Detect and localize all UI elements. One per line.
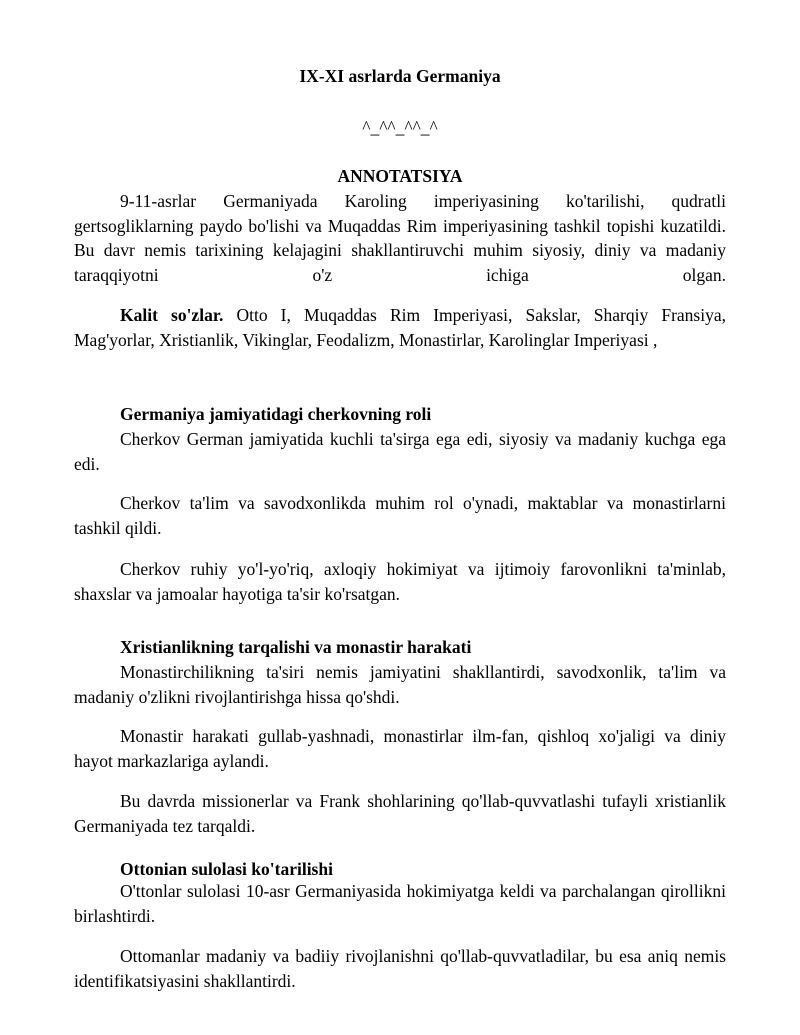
section-paragraph xyxy=(74,789,726,838)
paragraph-text: Cherkov ruhiy yo'l-yo'riq, axloqiy hokimiyat va ijtimoiy farovonlikni ta'minlab, shaxslar va jamoalar hayotiga ta'sir ko'rsatgan. xyxy=(74,559,726,604)
section-heading-christianity-monastic: Xristianlikning tarqalishi va monastir harakati xyxy=(120,637,472,657)
ornament-divider: ^_^^_^^_^ xyxy=(362,117,438,137)
paragraph-text: Monastirchilikning ta'siri nemis jamiyatini shakllantirdi, savodxonlik, ta'lim va madaniy o'zlikni rivojlantirishga hissa qo'shdi. xyxy=(74,662,726,707)
annotation-heading: ANNOTATSIYA xyxy=(337,166,463,186)
section-heading-ottonian-dynasty: Ottonian sulolasi ko'tarilishi xyxy=(120,859,333,879)
paragraph-text: Monastir harakati gullab-yashnadi, monastirlar ilm-fan, qishloq xo'jaligi va diniy hayot markazlariga aylandi. xyxy=(74,726,726,771)
paragraph-text: Cherkov German jamiyatida kuchli ta'sirga ega edi, siyosiy va madaniy kuchga ega edi. xyxy=(74,429,726,474)
keywords-label: Kalit so'zlar. xyxy=(120,305,224,325)
section-paragraph xyxy=(74,944,726,993)
section-paragraph xyxy=(74,557,726,606)
section-paragraph xyxy=(74,660,726,709)
paragraph-text: O'ttonlar sulolasi 10-asr Germaniyasida hokimiyatga keldi va parchalangan qirollikni birlashtirdi. xyxy=(74,881,726,926)
section-paragraph xyxy=(74,491,726,540)
section-paragraph xyxy=(74,724,726,773)
section-paragraph xyxy=(74,427,726,476)
keywords-paragraph xyxy=(74,303,726,352)
paragraph-text: Ottomanlar madaniy va badiiy rivojlanishni qo'llab-quvvatladilar, bu esa aniq nemis identifikatsiyasini shakllantirdi. xyxy=(74,946,726,991)
keywords-text: Otto I, Muqaddas Rim Imperiyasi, Sakslar, Sharqiy Fransiya, Mag'yorlar, Xristianlik, Vikinglar, Feodalizm, Monastirlar, Karolinglar Imperiyasi , xyxy=(74,305,726,350)
paragraph-text: Cherkov ta'lim va savodxonlikda muhim rol o'ynadi, maktablar va monastirlarni tashkil qildi. xyxy=(74,493,726,538)
section-heading-church-role: Germaniya jamiyatidagi cherkovning roli xyxy=(120,404,432,424)
annotation-paragraph xyxy=(74,189,726,287)
paragraph-text: Bu davrda missionerlar va Frank shohlarining qo'llab-quvvatlashi tufayli xristianlik Germaniyada tez tarqaldi. xyxy=(74,791,726,836)
annotation-text: 9-11-asrlar Germaniyada Karoling imperiyasining ko'tarilishi, qudratli gertsogliklarning paydo bo'lishi va Muqaddas Rim imperiyasining tashkil topishi kuzatildi. Bu davr nemis tarixining kelajagini shakllantiruvchi muhim siyosiy, diniy va madaniy taraqqiyotni o'z ichiga olgan. xyxy=(74,191,726,285)
document-title: IX-XI asrlarda Germaniya xyxy=(299,66,501,86)
section-paragraph xyxy=(74,879,726,928)
